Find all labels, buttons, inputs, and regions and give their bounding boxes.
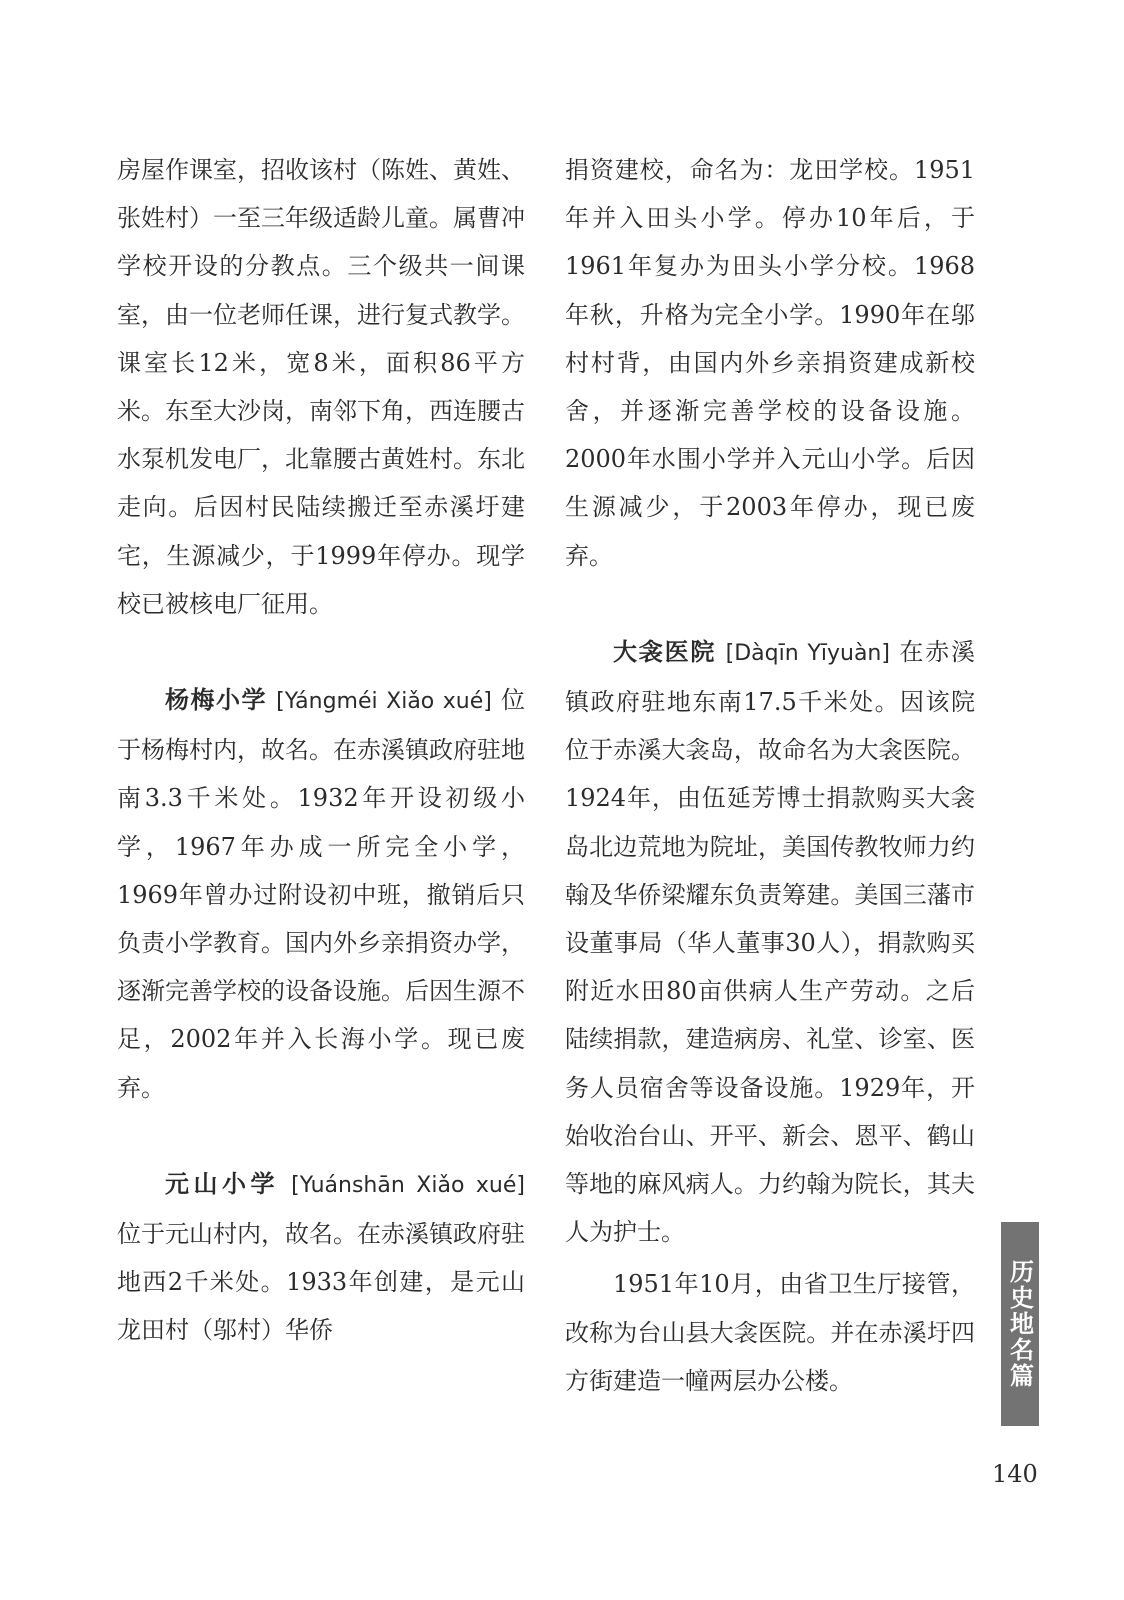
entry-pinyin: [Dàqīn Yīyuàn] — [725, 640, 890, 666]
entry-text: 在赤溪镇政府驻地东南17.5千米处。因该院位于赤溪大衾岛，故命名为大衾医院。1924年，由伍延芳博士捐款购买大衾岛北边荒地为院址，美国传教牧师力约翰及华侨梁耀东负责筹建。美国三藩市设董事局（华人董事30人），捐款购买附近水田80亩供病人生产劳动。之后陆续捐款，建造病房、礼堂、诊室、医务人员宿舍等设备设施。1929年，开始收治台山、开平、新会、恩平、鹤山等地的麻风病人。力约翰为院长，其夫人为护士。 — [565, 637, 975, 1247]
entry-text: 位于元山村内，故名。在赤溪镇政府驻地西2千米处。1933年创建，是元山龙田村（邬村）华侨 — [117, 1220, 525, 1345]
entry-title: 杨梅小学 — [165, 685, 268, 715]
left-paragraph-continued: 房屋作课室，招收该村（陈姓、黄姓、张姓村）一至三年级适龄儿童。属曹冲学校开设的分教点。三个级共一间课室，由一位老师任课，进行复式教学。课室长12米，宽8米，面积86平方米。东至大沙岗，南邻下角，西连腰古水泵机发电厂，北靠腰古黄姓村。东北走向。后因村民陆续搬迁至赤溪圩建宅，生源减少，于1999年停办。现学校已被核电厂征用。 — [117, 156, 525, 618]
left-column — [117, 146, 525, 1355]
entry-yangmei-school — [117, 676, 525, 1112]
entry-daqin-hospital — [565, 628, 975, 1257]
section-side-tab: 历史地名篇 — [1001, 1222, 1039, 1426]
entry-title: 大衾医院 — [613, 636, 717, 666]
right-paragraph-continued: 捐资建校，命名为：龙田学校。1951年并入田头小学。停办10年后，于1961年复办为田头小学分校。1968年秋，升格为完全小学。1990年在邬村村背，由国内外乡亲捐资建成新校舍，并逐渐完善学校的设备设施。2000年水围小学并入元山小学。后因生源减少，于2003年停办，现已废弃。 — [565, 156, 975, 570]
page-number: 140 — [992, 1460, 1038, 1488]
entry-yuanshan-school — [117, 1160, 525, 1355]
entry-pinyin: [Yuánshān Xiǎo xué] — [291, 1172, 525, 1198]
entry-pinyin: [Yángméi Xiǎo xué] — [276, 689, 492, 715]
right-column — [565, 146, 975, 1405]
right-paragraph-1951: 1951年10月，由省卫生厅接管，改称为台山县大衾医院。并在赤溪圩四方街建造一幢两层办公楼。 — [565, 1270, 975, 1395]
entry-text: 位于杨梅村内，故名。在赤溪镇政府驻地南3.3千米处。1932年开设初级小学，1967年办成一所完全小学，1969年曾办过附设初中班，撤销后只负责小学教育。国内外乡亲捐资办学，逐渐完善学校的设备设施。后因生源不足，2002年并入长海小学。现已废弃。 — [117, 686, 525, 1102]
entry-title: 元山小学 — [165, 1168, 279, 1198]
